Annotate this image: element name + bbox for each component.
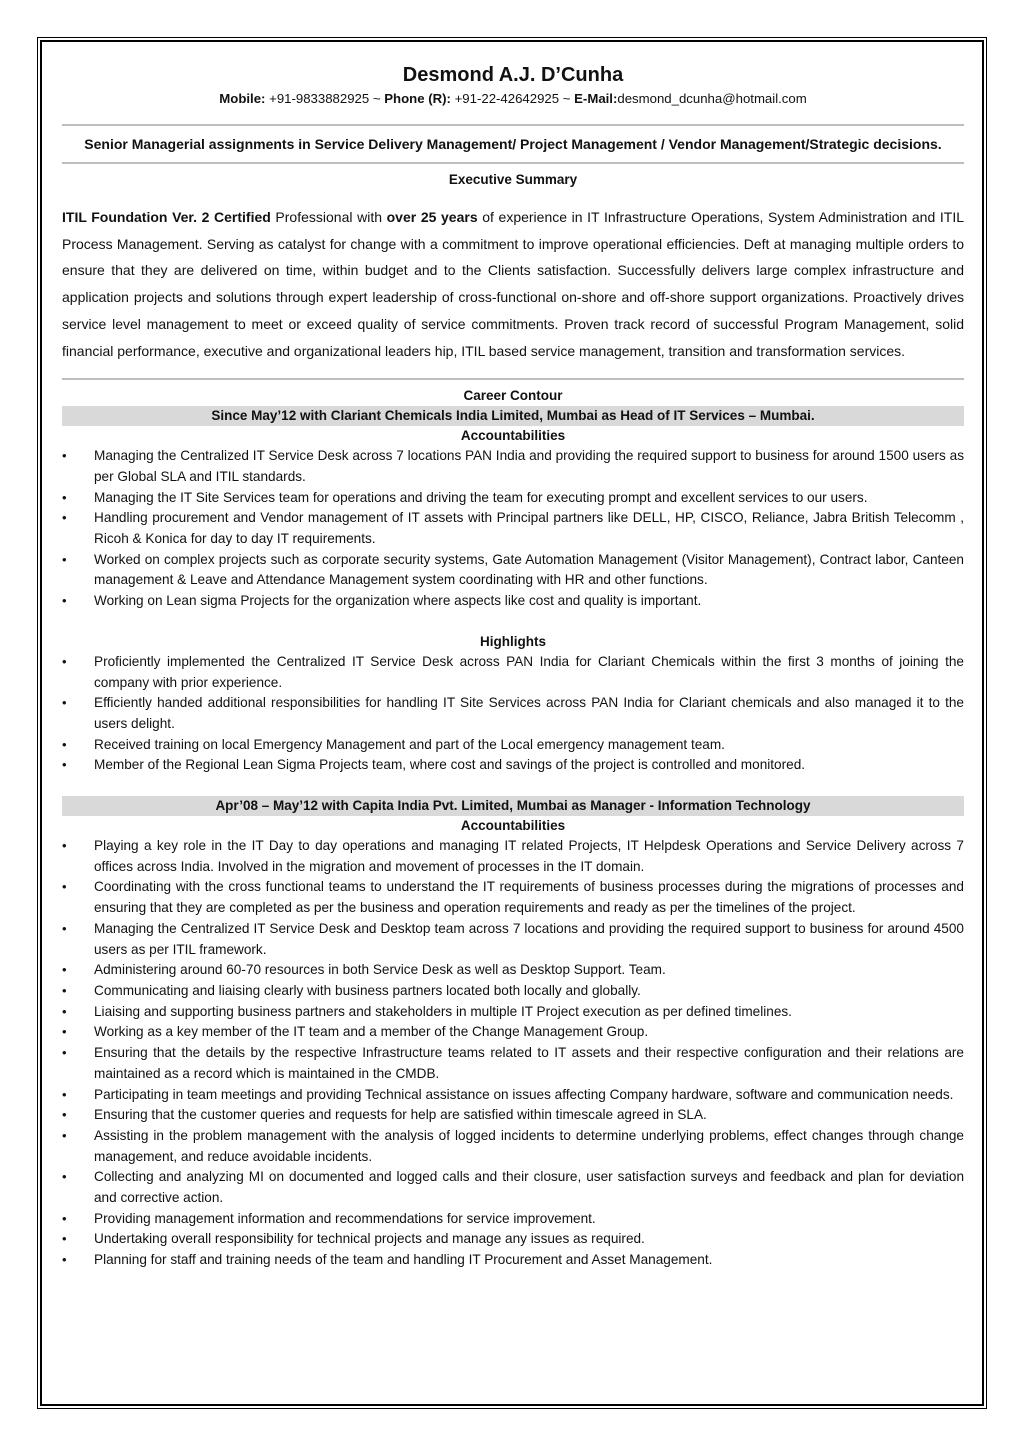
executive-summary-text: [62, 204, 964, 364]
list-item: • Ensuring that the details by the respective Infrastructure teams related to IT assets and their respective configuration and their relations are maintained as a record which is maintained in the CMDB.: [62, 1043, 964, 1084]
accountabilities-title: Accountabilities: [460, 428, 566, 444]
list-item: • Collecting and analyzing MI on documented and logged calls and their closure, user satisfaction surveys and feedback and plan for deviation and corrective action.: [62, 1167, 964, 1208]
list-item: • Received training on local Emergency Management and part of the Local emergency management team.: [62, 735, 964, 756]
accountabilities-list: [62, 446, 964, 612]
career-contour-title: Career Contour: [463, 388, 563, 404]
list-item: • Managing the Centralized IT Service Desk and Desktop team across 7 locations and providing the required support to business for around 4500 users as per ITIL framework.: [62, 919, 964, 960]
list-item: • Participating in team meetings and providing Technical assistance on issues affecting Company hardware, software and communication needs.: [62, 1085, 964, 1106]
accountabilities-list: [62, 836, 964, 1271]
accountabilities-title: Accountabilities: [460, 818, 566, 834]
highlights-list: [62, 652, 964, 776]
list-item: • Efficiently handed additional responsibilities for handling IT Site Services across PAN India for Clariant chemicals and also managed it to the users delight.: [62, 693, 964, 734]
list-item: • Coordinating with the cross functional teams to understand the IT requirements of business processes during the migrations of processes and ensuring that they are completed as per the business and operation requirements and ready as per the timelines of the project.: [62, 877, 964, 918]
divider: [62, 124, 964, 126]
summary-text-part: Professional with: [270, 209, 387, 225]
objective-statement: Senior Managerial assignments in Service Delivery Management/ Project Management / Vendor Management/Strategic decisions.: [84, 136, 942, 152]
phone-number: +91-22-42642925: [454, 91, 560, 106]
phone-label: Phone (R):: [384, 91, 451, 106]
list-item: • Handling procurement and Vendor management of IT assets with Principal partners like DELL, HP, CISCO, Reliance, Jabra British Telecomm , Ricoh & Konica for day to day IT requirements.: [62, 508, 964, 549]
candidate-name: Desmond A.J. D’Cunha: [402, 64, 624, 86]
email-address: desmond_dcunha@hotmail.com: [617, 91, 807, 106]
list-item: • Proficiently implemented the Centralized IT Service Desk across PAN India for Clariant Chemicals within the first 3 months of joining the company with prior experience.: [62, 652, 964, 693]
list-item: • Providing management information and recommendations for service improvement.: [62, 1209, 964, 1230]
summary-experience: over 25 years: [386, 209, 478, 225]
highlights-title: Highlights: [480, 633, 546, 649]
resume-page: [62, 62, 964, 1271]
list-item: • Planning for staff and training needs of the team and handling IT Procurement and Asset Management.: [62, 1250, 964, 1271]
separator: ~: [559, 91, 575, 106]
email-label: E-Mail:: [574, 91, 618, 106]
summary-text-part: of experience in IT Infrastructure Operations, System Administration and ITIL Process Management. Serving as catalyst for change with a commitment to improve operational efficiencies. Deft at managing multiple orders to ensure that they are delivered on time, within budget and to the Clients satisfaction. Successfully delivers large complex infrastructure and application projects and solutions through expert leadership of cross-functional on-shore and off-shore support organizations. Proactively drives service level management to meet or exceed quality of service commitments. Proven track record of successful Program Management, solid financial performance, executive and organizational leaders hip, ITIL based service management, transition and transformation services.: [62, 209, 964, 359]
list-item: • Managing the IT Site Services team for operations and driving the team for executing prompt and excellent services to our users.: [62, 488, 964, 509]
list-item: • Playing a key role in the IT Day to day operations and managing IT related Projects, IT Helpdesk Operations and Service Delivery across 7 offices across India. Involved in the migration and movement of processes in the IT domain.: [62, 836, 964, 877]
job-heading: Since May’12 with Clariant Chemicals India Limited, Mumbai as Head of IT Services – Mumbai.: [62, 406, 964, 426]
contact-line: [62, 88, 964, 110]
list-item: • Administering around 60-70 resources in both Service Desk as well as Desktop Support. Team.: [62, 960, 964, 981]
list-item: • Liaising and supporting business partners and stakeholders in multiple IT Project execution as per defined timelines.: [62, 1002, 964, 1023]
mobile-label: Mobile:: [219, 91, 266, 106]
list-item: • Managing the Centralized IT Service Desk across 7 locations PAN India and providing the required support to business for around 1500 users as per Global SLA and ITIL standards.: [62, 446, 964, 487]
job-heading: Apr’08 – May’12 with Capita India Pvt. Limited, Mumbai as Manager - Information Technology: [62, 796, 964, 816]
list-item: • Member of the Regional Lean Sigma Projects team, where cost and savings of the project is controlled and monitored.: [62, 755, 964, 776]
executive-summary-title: Executive Summary: [448, 172, 578, 187]
list-item: • Assisting in the problem management with the analysis of logged incidents to determine underlying problems, effect changes through change management, and reduce avoidable incidents.: [62, 1126, 964, 1167]
list-item: • Working on Lean sigma Projects for the organization where aspects like cost and quality is important.: [62, 591, 964, 612]
mobile-number: +91-9833882925: [269, 91, 370, 106]
list-item: • Working as a key member of the IT team and a member of the Change Management Group.: [62, 1022, 964, 1043]
list-item: • Undertaking overall responsibility for technical projects and manage any issues as required.: [62, 1229, 964, 1250]
summary-certification: ITIL Foundation Ver. 2 Certified: [62, 209, 271, 225]
separator: ~: [369, 91, 385, 106]
list-item: • Communicating and liaising clearly with business partners located both locally and globally.: [62, 981, 964, 1002]
list-item: • Ensuring that the customer queries and requests for help are satisfied within timescale agreed in SLA.: [62, 1105, 964, 1126]
list-item: • Worked on complex projects such as corporate security systems, Gate Automation Management (Visitor Management), Contract labor, Canteen management & Leave and Attendance Management system coordinating with HR and other functions.: [62, 550, 964, 591]
